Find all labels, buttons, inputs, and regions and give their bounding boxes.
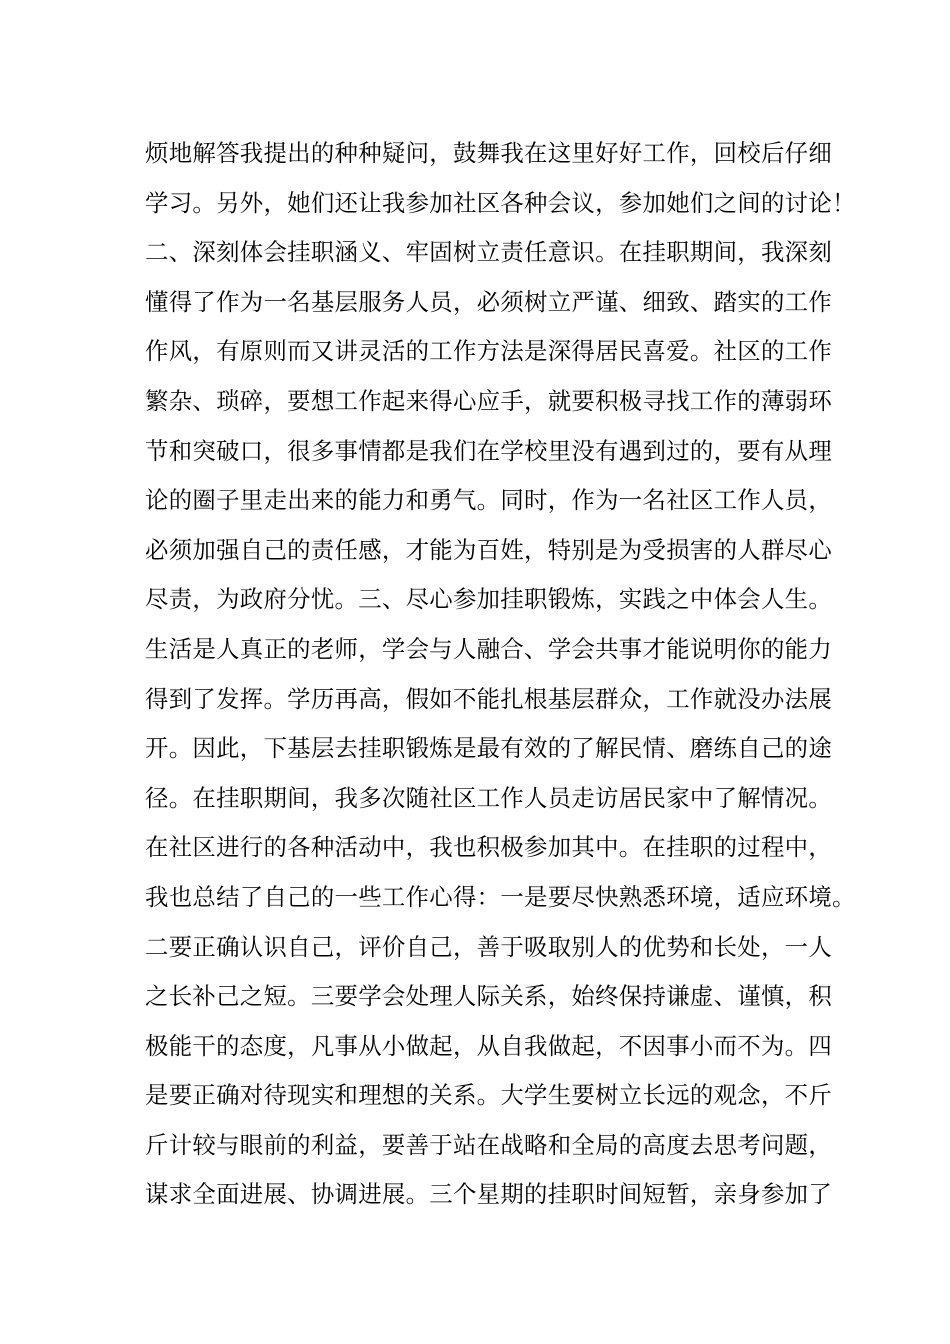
text-line: 开。因此，下基层去挂职锻炼是最有效的了解民情、磨练自己的途 bbox=[145, 734, 833, 763]
text-line: 繁杂、琐碎，要想工作起来得心应手，就要积极寻找工作的薄弱环 bbox=[145, 386, 833, 415]
text-line: 得到了发挥。学历再高，假如不能扎根基层群众，工作就没办法展 bbox=[145, 684, 833, 713]
text-line: 斤计较与眼前的利益，要善于站在战略和全局的高度去思考问题， bbox=[145, 1130, 833, 1159]
text-line: 必须加强自己的责任感，才能为百姓，特别是为受损害的人群尽心 bbox=[145, 535, 833, 564]
text-line: 懂得了作为一名基层服务人员，必须树立严谨、细致、踏实的工作 bbox=[145, 287, 833, 316]
text-line: 二要正确认识自己，评价自己，善于吸取别人的优势和长处，一人 bbox=[145, 932, 833, 961]
text-line: 谋求全面进展、协调进展。三个星期的挂职时间短暂，亲身参加了 bbox=[145, 1180, 833, 1209]
text-line: 我也总结了自己的一些工作心得：一是要尽快熟悉环境，适应环境。 bbox=[145, 882, 856, 911]
text-line: 二、深刻体会挂职涵义、牢固树立责任意识。在挂职期间，我深刻 bbox=[145, 238, 833, 267]
text-line: 作风，有原则而又讲灵活的工作方法是深得居民喜爱。社区的工作 bbox=[145, 337, 833, 366]
text-line: 生活是人真正的老师，学会与人融合、学会共事才能说明你的能力 bbox=[145, 634, 833, 663]
text-line: 之长补己之短。三要学会处理人际关系，始终保持谦虚、谨慎，积 bbox=[145, 982, 833, 1011]
text-line: 烦地解答我提出的种种疑问，鼓舞我在这里好好工作，回校后仔细 bbox=[145, 139, 833, 167]
body-text bbox=[145, 129, 935, 1220]
text-line: 在社区进行的各种活动中，我也积极参加其中。在挂职的过程中， bbox=[145, 833, 833, 862]
text-line: 极能干的态度，凡事从小做起，从自我做起，不因事小而不为。四 bbox=[145, 1031, 833, 1060]
text-line: 尽责，为政府分忧。三、尽心参加挂职锻炼，实践之中体会人生。 bbox=[145, 585, 833, 614]
text-line: 径。在挂职期间，我多次随社区工作人员走访居民家中了解情况。 bbox=[145, 783, 833, 812]
text-line: 节和突破口，很多事情都是我们在学校里没有遇到过的，要有从理 bbox=[145, 436, 833, 465]
text-line: 论的圈子里走出来的能力和勇气。同时，作为一名社区工作人员， bbox=[145, 486, 833, 515]
text-line: 学习。另外，她们还让我参加社区各种会议，参加她们之间的讨论！ bbox=[145, 188, 856, 217]
text-line: 是要正确对待现实和理想的关系。大学生要树立长远的观念，不斤 bbox=[145, 1081, 833, 1110]
